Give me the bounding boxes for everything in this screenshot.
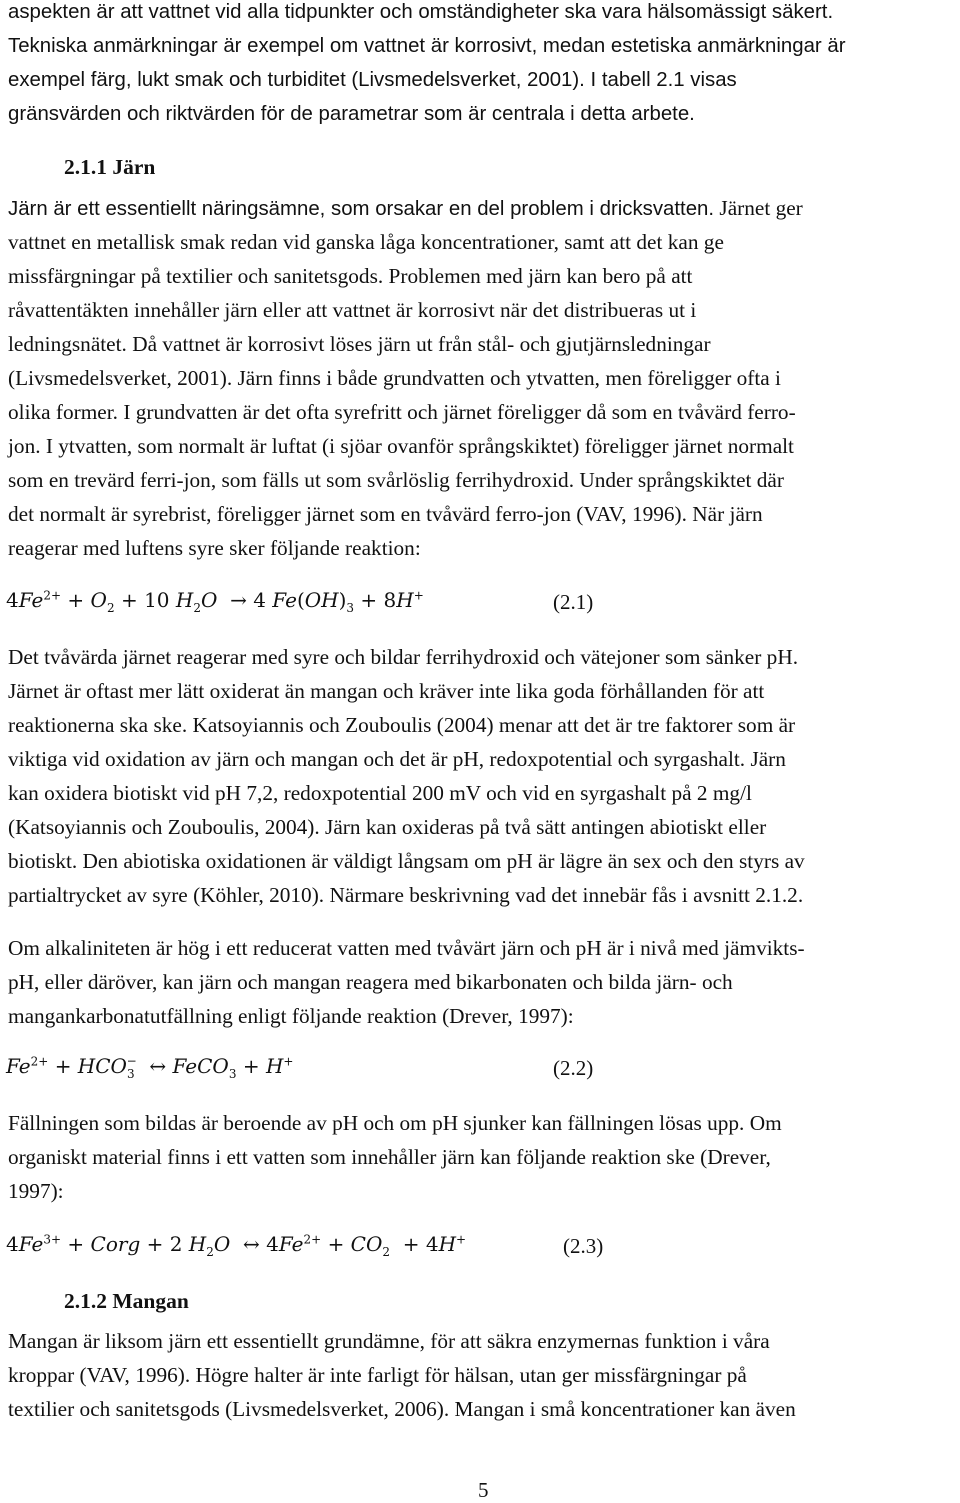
intro-line: gränsvärden och riktvärden för de parametrar som är centrala i detta arbete. xyxy=(8,103,695,125)
section-heading-mangan: 2.1.2 Mangan xyxy=(64,1289,189,1313)
paragraph-line: viktiga vid oxidation av järn och mangan och det är pH, redoxpotential och syrgashalt. Järn xyxy=(8,747,786,771)
paragraph-line: kan oxidera biotiskt vid pH 7,2, redoxpotential 200 mV och vid en syrgashalt på 2 mg/l xyxy=(8,781,752,805)
paragraph-line: pH, eller däröver, kan järn och mangan reagera med bikarbonaten och bilda järn- och xyxy=(8,970,733,994)
paragraph-line: missfärgningar på textilier och sanitetsgods. Problemen med järn kan bero på att xyxy=(8,264,693,288)
paragraph-line: kroppar (VAV, 1996). Högre halter är inte farligt för hälsan, utan ger missfärgningar på xyxy=(8,1363,747,1387)
paragraph-line: (Livsmedelsverket, 2001). Järn finns i både grundvatten och ytvatten, men föreligger ofta i xyxy=(8,366,781,390)
paragraph-line: det normalt är syrebrist, föreligger järnet som en tvåvärd ferro-jon (VAV, 1996). När järn xyxy=(8,502,763,526)
paragraph-line: Om alkaliniteten är hög i ett reducerat vatten med tvåvärt järn och pH är i nivå med jämvikts- xyxy=(8,936,805,960)
page-number: 5 xyxy=(478,1478,489,1502)
paragraph-line: ledningsnätet. Då vattnet är korrosivt löses järn ut från stål- och gjutjärnsledningar xyxy=(8,332,711,356)
jarn-intro-tail: Järnet ger xyxy=(714,196,803,220)
paragraph-line: textilier och sanitetsgods (Livsmedelsverket, 2006). Mangan i små koncentrationer kan även xyxy=(8,1397,796,1421)
equation-number: (2.1) xyxy=(553,590,594,614)
jarn-intro-sentence: Järn är ett essentiellt näringsämne, som orsakar en del problem i dricksvatten. xyxy=(8,198,715,220)
paragraph-line: organiskt material finns i ett vatten som innehåller järn kan följande reaktion ske (Drever, xyxy=(8,1145,771,1169)
paragraph-line: reagerar med luftens syre sker följande reaktion: xyxy=(8,536,421,560)
paragraph-line: jon. I ytvatten, som normalt är luftat (i sjöar ovanför språngskiktet) föreligger järnet normalt xyxy=(8,434,794,458)
paragraph-line: Mangan är liksom järn ett essentiellt grundämne, för att säkra enzymernas funktion i våra xyxy=(8,1329,770,1353)
paragraph-line: olika former. I grundvatten är det ofta syrefritt och järnet föreligger då som en tvåvärd ferro- xyxy=(8,400,796,424)
equation-number: (2.3) xyxy=(563,1234,604,1258)
equation-2-3: $4Fe^{3+}$ + Corg + 2 $H_2O$ ↔ $4Fe^{2+} + CO_2 + 4H^+$ xyxy=(6,1232,467,1259)
paragraph-line: reaktionerna ska ske. Katsoyiannis och Zouboulis (2004) menar att det är tre faktorer som är xyxy=(8,713,796,737)
paragraph-line: biotiskt. Den abiotiska oxidationen är väldigt långsam om pH är lägre än sex och den styrs av xyxy=(8,849,805,873)
section-heading-jarn: 2.1.1 Järn xyxy=(64,155,156,179)
paragraph-line: Det tvåvärda järnet reagerar med syre och bildar ferrihydroxid och vätejoner som sänker pH. xyxy=(8,645,799,669)
paragraph-line xyxy=(8,192,803,226)
paragraph-line: Järnet är oftast mer lätt oxiderat än mangan och kräver inte lika goda förhållanden för att xyxy=(8,679,765,703)
paragraph-line: mangankarbonatutfällning enligt följande reaktion (Drever, 1997): xyxy=(8,1004,574,1028)
intro-line: exempel färg, lukt smak och turbiditet (Livsmedelsverket, 2001). I tabell 2.1 visas xyxy=(8,69,737,91)
equation-2-1: $4Fe^{2+} + O_2 + 10$ $H_2O \to 4$ $Fe(OH)_3 + 8H^+$ xyxy=(6,588,424,615)
paragraph-line: som en trevärd ferri-jon, som fälls ut som svårlöslig ferrihydroxid. Under språngskiktet där xyxy=(8,468,784,492)
paragraph-line: råvattentäkten innehåller järn eller att vattnet är korrosivt när det distribueras ut i xyxy=(8,298,697,322)
equation-2-2: $Fe^{2+} + HCO_3^-$ ↔ FeCO$_3$ + H+ xyxy=(6,1054,294,1081)
intro-line: aspekten är att vattnet vid alla tidpunkter och omständigheter ska vara hälsomässigt säkert. xyxy=(8,1,834,23)
paragraph-line: Fällningen som bildas är beroende av pH och om pH sjunker kan fällningen lösas upp. Om xyxy=(8,1111,782,1135)
paragraph-line: (Katsoyiannis och Zouboulis, 2004). Järn kan oxideras på två sätt antingen abiotiskt eller xyxy=(8,815,767,839)
paragraph-line: vattnet en metallisk smak redan vid ganska låga koncentrationer, samt att det kan ge xyxy=(8,230,724,254)
paragraph-line: partialtrycket av syre (Köhler, 2010). Närmare beskrivning vad det innebär fås i avsnitt 2.1.2. xyxy=(8,883,804,907)
paragraph-line: 1997): xyxy=(8,1179,64,1203)
equation-number: (2.2) xyxy=(553,1056,594,1080)
intro-line: Tekniska anmärkningar är exempel om vattnet är korrosivt, medan estetiska anmärkningar är xyxy=(8,35,846,57)
